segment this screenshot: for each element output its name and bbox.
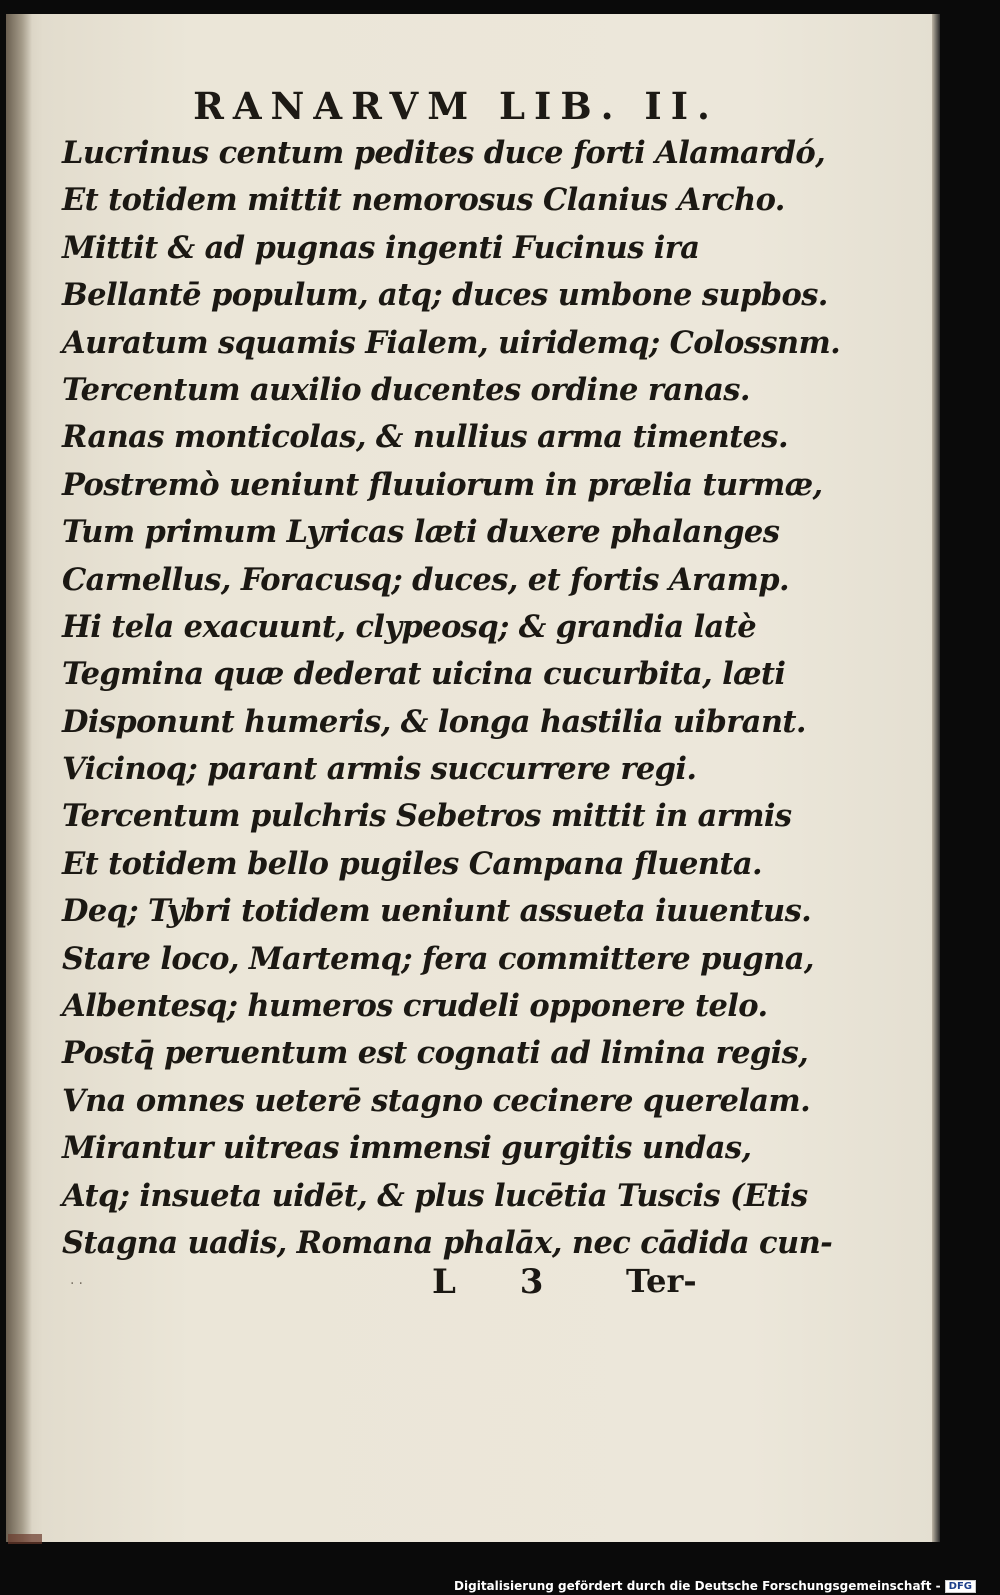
text-line: Mittit & ad pugnas ingenti Fucinus ira bbox=[62, 229, 700, 266]
poem-text bbox=[62, 130, 841, 1267]
text-line: Tercentum auxilio ducentes ordine ranas. bbox=[62, 371, 750, 408]
page-gutter bbox=[6, 14, 32, 1542]
text-line: Postq̄ peruentum est cognati ad limina regis, bbox=[62, 1035, 809, 1072]
text-line: Albentesq; humeros crudeli opponere telo. bbox=[62, 988, 768, 1025]
text-line: Stare loco, Martemq; fera committere pugna, bbox=[62, 940, 814, 977]
margin-dots: .. bbox=[70, 1272, 87, 1288]
text-line: Et totidem bello pugiles Campana fluenta. bbox=[62, 845, 763, 882]
text-line: Ranas monticolas, & nullius arma timentes. bbox=[62, 419, 788, 456]
text-line: Hi tela exacuunt, clypeosq; & grandia latè bbox=[62, 608, 757, 645]
library-stamp bbox=[8, 1534, 42, 1544]
catchword: Ter- bbox=[626, 1262, 697, 1300]
text-line: Disponunt humeris, & longa hastilia uibrant. bbox=[62, 703, 806, 740]
text-line: Bellantē populum, atq; duces umbone supbos. bbox=[62, 277, 828, 314]
dfg-logo-icon: DFG bbox=[945, 1580, 976, 1593]
credit-text: Digitalisierung gefördert durch die Deutsche Forschungsgemeinschaft - bbox=[454, 1579, 941, 1593]
text-line: Vna omnes ueterē stagno cecinere querelam. bbox=[62, 1082, 811, 1119]
signature-mark: L 3 bbox=[432, 1262, 570, 1302]
text-line: Tercentum pulchris Sebetros mittit in armis bbox=[62, 798, 792, 835]
text-line: Stagna uadis, Romana phalāx, nec cādida cun- bbox=[62, 1224, 833, 1261]
text-line: Carnellus, Foracusq; duces, et fortis Aramp. bbox=[62, 561, 790, 598]
text-line: Vicinoq; parant armis succurrere regi. bbox=[62, 751, 697, 788]
text-line: Mirantur uitreas immensi gurgitis undas, bbox=[62, 1130, 752, 1167]
page-footer-line bbox=[0, 1262, 1000, 1312]
text-line: Atq; insueta uidēt, & plus lucētia Tuscis (Etis bbox=[62, 1177, 808, 1214]
text-line: Tegmina quæ dederat uicina cucurbita, læti bbox=[62, 656, 786, 693]
text-line: Tum primum Lyricas læti duxere phalanges bbox=[62, 514, 780, 551]
text-line: Et totidem mittit nemorosus Clanius Archo. bbox=[62, 182, 785, 219]
text-line: Deq; Tybri totidem ueniunt assueta iuuentus. bbox=[62, 893, 812, 930]
page-edge bbox=[932, 14, 940, 1542]
digitization-credit bbox=[454, 1579, 976, 1593]
running-head: RANARVM LIB. II. bbox=[193, 84, 719, 128]
text-line: Lucrinus centum pedites duce forti Alamardó, bbox=[62, 135, 826, 171]
text-line: Auratum squamis Fialem, uiridemq; Colossnm. bbox=[62, 324, 841, 361]
text-line: Postremò ueniunt fluuiorum in prælia turmæ, bbox=[62, 466, 823, 503]
